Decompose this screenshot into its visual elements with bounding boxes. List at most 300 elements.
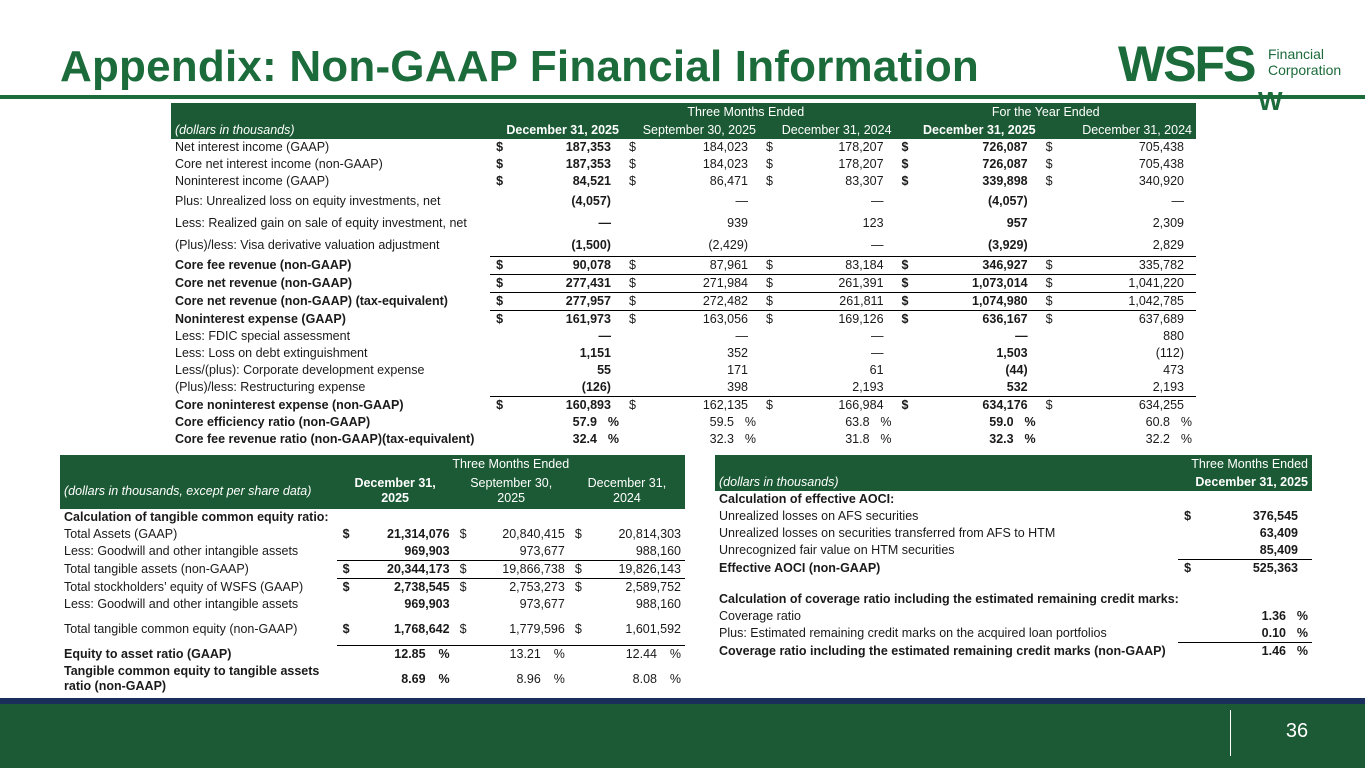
value-cell: [643, 234, 760, 257]
value-text: 20,344,173: [387, 562, 450, 576]
currency-sign: [623, 234, 643, 257]
currency-sign: $: [1040, 397, 1059, 415]
value-text: 277,957: [565, 294, 611, 308]
value-text: 32.3: [709, 432, 734, 446]
value-text: 184,023: [702, 140, 748, 154]
value-cell: [915, 156, 1040, 173]
table-row: [60, 646, 685, 664]
value-text: 261,811: [839, 294, 884, 308]
currency-sign: [490, 212, 510, 234]
value-cell: [1059, 328, 1196, 345]
currency-sign: $: [490, 257, 510, 275]
value-text: 398: [727, 380, 748, 394]
value-cell: [643, 362, 760, 379]
currency-sign: [760, 328, 780, 345]
value-text: 726,087: [982, 140, 1028, 154]
value-cell: [510, 234, 623, 257]
value-text: 57.9: [572, 415, 597, 429]
currency-sign: $: [569, 579, 588, 597]
page-number: 36: [1285, 720, 1309, 742]
currency-sign: $: [1045, 174, 1053, 188]
col-header: September 30, 2025: [454, 473, 569, 509]
value-cell: [510, 379, 623, 397]
table-row: [171, 275, 1196, 293]
row-label: Effective AOCI (non-GAAP): [719, 560, 881, 575]
currency-sign: $: [342, 621, 350, 636]
percent-sign: %: [1296, 609, 1308, 623]
currency-sign: $: [574, 527, 582, 541]
percent-sign: %: [438, 647, 450, 661]
table-row: [715, 608, 1312, 625]
currency-sign: [1040, 328, 1059, 345]
value-cell: [915, 379, 1040, 397]
row-label: Total stockholders’ equity of WSFS (GAAP): [64, 579, 304, 594]
table-row: [60, 596, 685, 613]
row-label: Core net interest income (non-GAAP): [175, 157, 383, 171]
table-row: [171, 234, 1196, 257]
table-row: [715, 625, 1312, 643]
section-row: [60, 509, 685, 526]
value-text: 32.2: [1145, 432, 1170, 446]
currency-sign: $: [342, 527, 350, 541]
currency-sign: [569, 596, 588, 613]
value-cell: [915, 362, 1040, 379]
currency-sign: $: [766, 140, 773, 154]
value-text: 160,893: [565, 398, 611, 412]
currency-sign: [896, 212, 916, 234]
value-cell: [643, 275, 760, 293]
currency-sign: [896, 328, 916, 345]
value-cell: [1059, 414, 1196, 431]
value-cell: [356, 663, 454, 695]
currency-sign: [1040, 234, 1059, 257]
currency-sign: [623, 328, 643, 345]
value-text: (112): [1155, 346, 1184, 360]
value-cell: [356, 579, 454, 597]
spacer-cell: [1178, 643, 1198, 661]
value-cell: [356, 526, 454, 543]
currency-sign: $: [623, 311, 643, 329]
currency-sign: $: [1040, 257, 1059, 275]
percent-sign: %: [438, 671, 450, 686]
section-row: [715, 491, 1312, 508]
value-cell: [780, 234, 896, 257]
value-text: 271,984: [702, 276, 748, 290]
row-label: Total Assets (GAAP): [64, 527, 178, 541]
value-cell: [1059, 275, 1196, 293]
currency-sign: [454, 663, 473, 695]
currency-sign: $: [1040, 275, 1059, 293]
currency-sign: $: [760, 275, 780, 293]
value-cell: [915, 257, 1040, 275]
logo-line2: Corporation: [1268, 62, 1342, 78]
value-text: 1,042,785: [1128, 294, 1184, 308]
value-text: 87,961: [709, 258, 748, 272]
currency-sign: [337, 596, 356, 613]
value-cell: [588, 663, 685, 695]
currency-sign: [760, 431, 780, 448]
percent-sign: %: [1180, 432, 1192, 446]
value-text: 272,482: [702, 294, 748, 308]
currency-sign: $: [760, 293, 780, 311]
row-label: Unrealized losses on AFS securities: [719, 509, 919, 523]
currency-sign: $: [574, 621, 582, 636]
value-text: 634,176: [982, 398, 1028, 412]
value-cell: [510, 212, 623, 234]
value-text: 12.44: [625, 647, 657, 661]
value-cell: [588, 561, 685, 579]
value-text: 8.96: [516, 671, 541, 686]
value-cell: [1059, 293, 1196, 311]
table-row: [715, 508, 1312, 525]
value-cell: [915, 275, 1040, 293]
currency-sign: $: [896, 293, 916, 311]
column-header-row: [715, 473, 1312, 491]
value-text: —: [871, 346, 884, 360]
value-text: 2,753,273: [509, 580, 565, 594]
percent-sign: %: [607, 415, 619, 429]
value-text: —: [735, 193, 748, 208]
currency-sign: $: [896, 257, 916, 275]
value-cell: [643, 293, 760, 311]
currency-sign: [760, 234, 780, 257]
value-cell: [780, 311, 896, 329]
value-cell: [510, 397, 623, 415]
currency-sign: [623, 431, 643, 448]
value-cell: [643, 345, 760, 362]
value-cell: [510, 173, 623, 190]
row-label: Less: Goodwill and other intangible assets: [64, 597, 299, 611]
value-cell: [780, 362, 896, 379]
value-text: 726,087: [982, 157, 1028, 171]
currency-sign: [760, 414, 780, 431]
percent-sign: %: [880, 432, 892, 446]
value-cell: [780, 379, 896, 397]
currency-sign: [490, 328, 510, 345]
value-cell: [915, 139, 1040, 156]
value-cell: [780, 257, 896, 275]
currency-sign: [490, 379, 510, 397]
value-cell: [473, 561, 569, 579]
table-row: [171, 156, 1196, 173]
currency-sign: [490, 345, 510, 362]
currency-sign: $: [760, 397, 780, 415]
value-cell: 63,409: [1259, 526, 1298, 540]
col-header: December 31, 2024: [1040, 121, 1196, 139]
section-row: [715, 591, 1312, 608]
row-label: (Plus)/less: Restructuring expense: [175, 380, 366, 395]
currency-sign: [490, 190, 510, 212]
currency-sign: $: [766, 157, 773, 171]
percent-sign: %: [1180, 415, 1192, 429]
value-cell: [588, 646, 685, 664]
value-text: 988,160: [635, 544, 681, 558]
value-text: 2,829: [1152, 237, 1184, 252]
currency-sign: $: [760, 257, 780, 275]
table-row: [60, 561, 685, 579]
currency-sign: $: [1045, 140, 1053, 154]
value-text: 973,677: [519, 544, 565, 558]
col-header: December 31, 2025: [1178, 473, 1312, 491]
value-text: 20,840,415: [502, 527, 565, 541]
row-label: Coverage ratio including the estimated remaining credit marks (non-GAAP): [719, 643, 1166, 658]
value-cell: [915, 397, 1040, 415]
table-row: [171, 414, 1196, 431]
value-cell: [510, 156, 623, 173]
row-label: Noninterest income (GAAP): [175, 174, 330, 188]
row-label: Less: Loss on debt extinguishment: [175, 346, 368, 360]
value-cell: [1059, 139, 1196, 156]
row-label: Less: FDIC special assessment: [175, 329, 351, 343]
value-text: 880: [1163, 329, 1184, 343]
value-cell: [1059, 173, 1196, 190]
value-cell: [510, 257, 623, 275]
value-cell: [780, 275, 896, 293]
page-title: Appendix: Non-GAAP Financial Information: [60, 42, 979, 91]
percent-sign: %: [1024, 415, 1036, 429]
value-text: —: [1171, 193, 1184, 208]
table-row: [171, 397, 1196, 415]
percent-sign: %: [669, 647, 681, 661]
value-cell: [643, 414, 760, 431]
value-text: 1,779,596: [509, 621, 565, 636]
value-text: 340,920: [1138, 174, 1184, 188]
group-header-three-months: Three Months Ended: [490, 103, 895, 121]
col-header: September 30, 2025: [623, 121, 760, 139]
value-cell: [356, 613, 454, 646]
value-text: 1,074,980: [972, 294, 1028, 308]
value-text: 1,151: [579, 346, 611, 360]
currency-sign: [337, 543, 356, 561]
value-cell: 376,545: [1252, 509, 1298, 523]
value-cell: [356, 561, 454, 579]
currency-sign: $: [1040, 293, 1059, 311]
value-cell: [780, 397, 896, 415]
row-label: Core fee revenue ratio (non-GAAP)(tax-equivalent): [175, 432, 475, 446]
currency-sign: $: [766, 174, 773, 188]
group-header-three-months: Three Months Ended: [1178, 455, 1312, 473]
value-text: 20,814,303: [618, 527, 681, 541]
value-text: 83,184: [845, 258, 884, 272]
row-label: Equity to asset ratio (GAAP): [64, 646, 232, 661]
value-cell: [510, 328, 623, 345]
currency-sign: $: [496, 157, 504, 171]
currency-sign: [623, 190, 643, 212]
value-cell: [1059, 257, 1196, 275]
percent-sign: %: [1296, 644, 1308, 658]
table-row: [60, 579, 685, 597]
value-text: 32.3: [989, 432, 1014, 446]
col-header: December 31, 2025: [896, 121, 1040, 139]
value-text: 161,973: [565, 312, 611, 326]
value-cell: [588, 613, 685, 646]
value-text: —: [735, 329, 748, 343]
currency-sign: $: [623, 293, 643, 311]
currency-sign: [569, 663, 588, 695]
value-text: 86,471: [709, 174, 748, 188]
currency-sign: [490, 234, 510, 257]
value-cell: [1059, 379, 1196, 397]
currency-sign: [1178, 542, 1198, 560]
footer-bar: [0, 698, 1365, 768]
value-text: 31.8: [845, 432, 870, 446]
value-cell: [1059, 234, 1196, 257]
table-row: [715, 643, 1312, 661]
currency-sign: [1040, 212, 1059, 234]
value-cell: [473, 613, 569, 646]
currency-sign: [454, 543, 473, 561]
value-text: 90,078: [572, 258, 611, 272]
spacer-cell: [1178, 625, 1198, 643]
value-text: 335,782: [1138, 258, 1184, 272]
value-text: (44): [1005, 363, 1028, 377]
col-header: December 31, 2025: [337, 473, 454, 509]
currency-sign: [490, 362, 510, 379]
value-cell: [915, 293, 1040, 311]
value-cell: [1059, 212, 1196, 234]
value-text: 59.0: [989, 415, 1014, 429]
value-text: 63.8: [845, 415, 870, 429]
row-label: Less: Realized gain on sale of equity investment, net: [175, 215, 467, 230]
value-text: (4,057): [571, 193, 611, 208]
currency-sign: [490, 414, 510, 431]
currency-sign: $: [454, 561, 473, 579]
table-row: [171, 257, 1196, 275]
currency-sign: [1040, 431, 1059, 448]
value-text: (2,429): [708, 237, 748, 252]
currency-sign: [760, 379, 780, 397]
value-cell: [1059, 362, 1196, 379]
currency-sign: $: [454, 579, 473, 597]
value-text: 2,738,545: [393, 580, 450, 594]
value-cell: [510, 345, 623, 362]
units-label: (dollars in thousands, except per share data): [60, 473, 337, 509]
table-row: [715, 542, 1312, 560]
section-title: Calculation of effective AOCI:: [719, 492, 895, 506]
value-cell: [643, 156, 760, 173]
value-text: (126): [581, 380, 611, 394]
currency-sign: $: [490, 397, 510, 415]
row-label: Coverage ratio: [719, 609, 801, 623]
currency-sign: $: [1045, 157, 1053, 171]
row-label: Less/(plus): Corporate development expense: [175, 363, 425, 377]
value-cell: [1059, 190, 1196, 212]
value-text: 19,826,143: [618, 562, 681, 576]
row-label: Core efficiency ratio (non-GAAP): [175, 415, 371, 429]
currency-sign: [337, 663, 356, 695]
value-text: 2,589,752: [625, 580, 681, 594]
currency-sign: [623, 212, 643, 234]
currency-sign: [1040, 414, 1059, 431]
currency-sign: [896, 414, 916, 431]
value-cell: [780, 345, 896, 362]
value-cell: [643, 173, 760, 190]
value-cell: [356, 646, 454, 664]
value-cell: [510, 293, 623, 311]
value-text: 1,073,014: [972, 276, 1028, 290]
value-cell: [1059, 156, 1196, 173]
table-row: [171, 431, 1196, 448]
currency-sign: $: [623, 257, 643, 275]
currency-sign: [454, 596, 473, 613]
value-text: 123: [862, 215, 884, 230]
percent-sign: %: [553, 647, 565, 661]
row-label: Core fee revenue (non-GAAP): [175, 258, 352, 272]
currency-sign: $: [623, 275, 643, 293]
value-text: 187,353: [565, 157, 611, 171]
value-text: 988,160: [635, 597, 681, 611]
group-header-three-months: Three Months Ended: [337, 455, 685, 473]
value-text: 261,391: [838, 276, 884, 290]
currency-sign: $: [1184, 509, 1192, 523]
table-row: [171, 379, 1196, 397]
group-header-row: [715, 455, 1312, 473]
percent-sign: %: [607, 432, 619, 446]
value-text: 352: [727, 346, 748, 360]
value-cell: [510, 362, 623, 379]
value-cell: [643, 431, 760, 448]
value-text: —: [871, 237, 884, 252]
value-cell: [780, 431, 896, 448]
percent-sign: %: [744, 415, 756, 429]
value-text: 705,438: [1138, 140, 1184, 154]
value-text: 61: [869, 363, 884, 377]
value-cell: [780, 156, 896, 173]
value-cell: [643, 311, 760, 329]
value-text: 0.10: [1261, 626, 1286, 640]
logo-w-mark: W: [1258, 86, 1283, 116]
value-text: —: [598, 215, 611, 230]
value-cell: [643, 190, 760, 212]
currency-sign: [569, 646, 588, 664]
percent-sign: %: [1024, 432, 1036, 446]
value-cell: [643, 139, 760, 156]
footer-accent: [0, 698, 1365, 704]
value-cell: [915, 414, 1040, 431]
currency-sign: [896, 431, 916, 448]
value-text: —: [1015, 329, 1028, 343]
value-cell: [915, 311, 1040, 329]
column-header-row: [171, 121, 1196, 139]
value-text: 19,866,738: [502, 562, 565, 576]
currency-sign: [454, 646, 473, 664]
value-cell: [643, 379, 760, 397]
value-cell: [915, 328, 1040, 345]
row-label: Plus: Estimated remaining credit marks on the acquired loan portfolios: [719, 626, 1107, 641]
value-cell: [780, 190, 896, 212]
currency-sign: [760, 190, 780, 212]
value-text: 166,984: [838, 398, 884, 412]
value-text: (3,929): [988, 237, 1028, 252]
table-row: [171, 362, 1196, 379]
row-label: Tangible common equity to tangible assets ratio (non-GAAP): [64, 664, 320, 693]
value-cell: [510, 275, 623, 293]
logo-subtitle: [1268, 46, 1341, 78]
currency-sign: $: [628, 140, 636, 154]
currency-sign: [760, 345, 780, 362]
value-text: —: [871, 193, 884, 208]
row-label: Total tangible assets (non-GAAP): [64, 562, 249, 576]
value-text: 1,768,642: [393, 621, 450, 636]
value-text: (4,057): [988, 193, 1028, 208]
row-label: Less: Goodwill and other intangible assets: [64, 544, 299, 559]
currency-sign: [896, 379, 916, 397]
currency-sign: [760, 212, 780, 234]
value-cell: [643, 257, 760, 275]
value-text: 13.21: [509, 647, 541, 661]
currency-sign: $: [901, 157, 909, 171]
currency-sign: $: [490, 275, 510, 293]
